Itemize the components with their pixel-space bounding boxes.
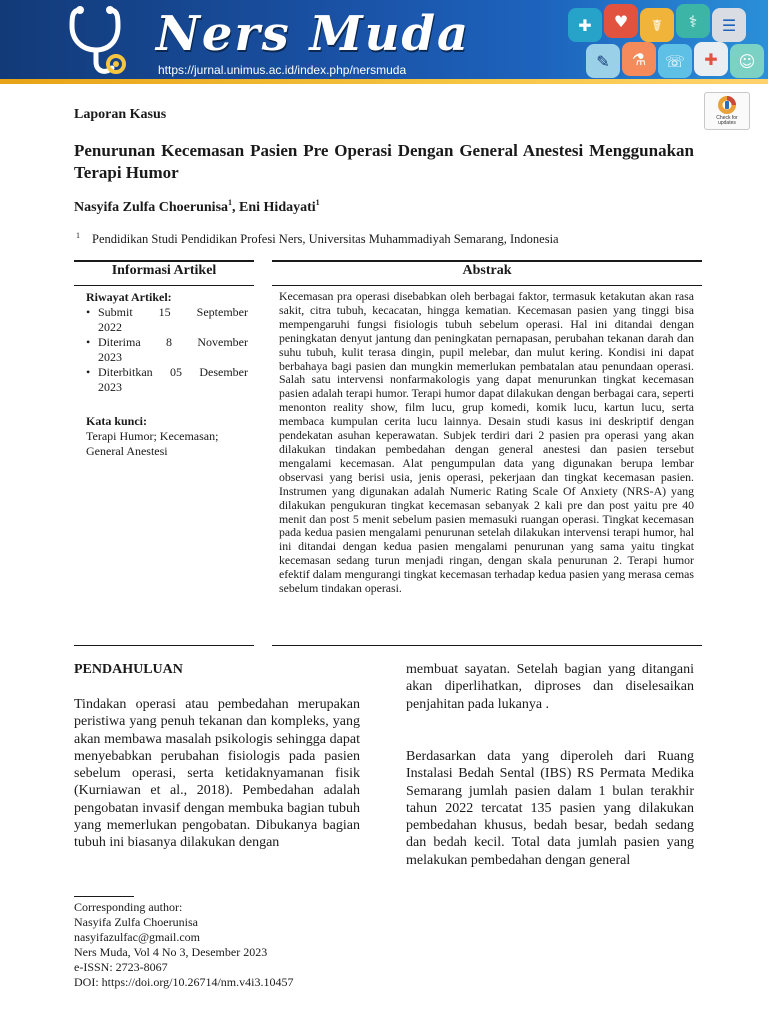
author-affiliation-sup: 1 [228, 198, 233, 207]
article-info [86, 290, 248, 459]
info-top-rule [74, 260, 254, 262]
footnote-line: Ners Muda, Vol 4 No 3, Desember 2023 [74, 945, 268, 959]
list-item [86, 305, 248, 335]
author-name: Eni Hidayati [239, 200, 316, 215]
journal-url[interactable]: https://jurnal.unimus.ac.id/index.php/nersmuda [158, 63, 407, 77]
keywords-label: Kata kunci: [86, 414, 148, 428]
history-list [86, 305, 248, 395]
footnote-doi[interactable]: DOI: https://doi.org/10.26714/nm.v4i3.10457 [74, 975, 294, 989]
crossmark-icon [717, 95, 737, 115]
medical-icon-2: ♥ [604, 4, 638, 38]
footnote-email[interactable]: nasyifazulfac@gmail.com [74, 930, 200, 944]
abstract-bottom-rule [272, 645, 702, 646]
author-separator: , [232, 200, 240, 215]
list-item [86, 335, 248, 365]
abstract-text: Kecemasan pra operasi disebabkan oleh berbagai faktor, termasuk ketakutan akan rasa sakit, citra tubuh, kecacatan, hingga kematian. Kecemasan pasien yang tinggi bisa mempengaruhi fungsi fisiologis tubuh sebelum operasi. Hal ini ditandai dengan peningkatan denyut jantung dan peningkatan pernapasan, perubahan tekanan darah dan suhu tubuh, kulit terasa dingin, pupil melebar, dan mulut kering. Kondisi ini dapat berbahaya bagi pasien dan mungkin memerlukan pembatalan atau penundaan operasi. Salah satu intervensi nonfarmakologis yang dapat menurunkan tingkat kecemasan pasien adalah terapi humor. Terapi humor dapat dilakukan dengan berbagai cara, seperti menonton reality show, film lucu, grup komedi, komik lucu, kartun lucu, serta membaca kumpulan cerita lucu lainnya. Desain studi kasus ini deskriptif dengan pendekatan asuhan keperawatan. Subjek terdiri dari 2 pasien pra operasi yang akan dilakukan tindakan pembedahan dengan general anestesi dan pasien tersebut mengalami kecemasan. Alat pengumpulan data yang digunakan berupa lembar observasi yang berisi usia, jenis operasi, pekerjaan dan tingkat kecemasan pasien. Instrumen yang digunakan adalah Numeric Rating Scale Of Anxiety (NRS-A) yang dilakukan pengukuran tingkat kecemasan sebanyak 2 kali pre dan post yaitu pre 40 menit dan post 5 menit sebelum pasien memasuki ruangan operasi. Tingkat kecemasan pada kedua pasien mengalami penurunan setelah dilakukan intervensi terapi humor, hal ini ditandai dengan kedua pasien mengalami penurunan yang sama yaitu tingkat kecemasan sedang turun menjadi ringan, dengan skala penurunan 2. Terapi humor efektif dalam mengurangi tingkat kecemasan terhadap kedua pasien yang merasa cemas sebelum tindakan operasi. [279, 289, 694, 596]
history-year: 2022 [98, 320, 122, 334]
stethoscope-icon [66, 4, 132, 80]
journal-name: Ners Muda [156, 6, 471, 62]
crossmark-badge[interactable] [704, 92, 750, 130]
info-bottom-rule [74, 645, 254, 646]
section-heading: PENDAHULUAN [74, 662, 183, 677]
body-paragraph: membuat sayatan. Setelah bagian yang ditangani akan diperlihatkan, diproses dan diselesaikan penjahitan pada lukanya . [406, 662, 694, 712]
info-heading: Informasi Artikel [111, 263, 217, 278]
author-affiliation-sup: 1 [315, 198, 320, 207]
history-date: • Diterima 8 November [98, 335, 248, 349]
crossmark-caption: Check for updates [716, 115, 738, 126]
footnote-rule [74, 896, 134, 897]
affiliation-mark: 1 [76, 231, 80, 240]
medical-icon-5: ☰ [712, 8, 746, 42]
medical-icon-4: ⚕ [676, 4, 710, 38]
footnote-line: Nasyifa Zulfa Choerunisa [74, 915, 198, 929]
affiliation: Pendidikan Studi Pendidikan Profesi Ners, Universitas Muhammadiyah Semarang, Indonesia [92, 232, 559, 246]
journal-banner [0, 0, 768, 84]
medical-icon-3: ☤ [640, 8, 674, 42]
abstract-heading: Abstrak [462, 263, 512, 278]
medical-icon-10: ☺ [730, 44, 764, 78]
abstract-top-rule [272, 260, 702, 262]
footnote-line: Corresponding author: [74, 900, 183, 914]
medical-icon-6: ✎ [586, 44, 620, 78]
body-paragraph: Tindakan operasi atau pembedahan merupakan peristiwa yang penuh tekanan dan kompleks, yang akan membawa masalah psikologis sehingga dapat menyebabkan perubahan fisiologis pada pasien sebelum operasi, serta ketidaknyamanan fisik (Kurniawan et al., 2018). Pembedahan adalah pengobatan invasif dengan membuka bagian tubuh yang memerlukan pengobatan. Dibukanya bagian tubuh ini biasanya dilakukan dengan [74, 697, 360, 851]
history-year: 2023 [98, 380, 122, 394]
article-section-type: Laporan Kasus [74, 107, 167, 122]
history-date: • Diterbitkan 05 Desember [98, 365, 248, 379]
author-name: Nasyifa Zulfa Choerunisa [74, 200, 229, 215]
history-label: Riwayat Artikel: [86, 290, 172, 304]
info-sub-rule [74, 285, 254, 286]
author-list [74, 198, 320, 216]
abstract-sub-rule [272, 285, 702, 286]
medical-icon-8: ☏ [658, 44, 692, 78]
body-paragraph: Berdasarkan data yang diperoleh dari Ruang Instalasi Bedah Sental (IBS) RS Permata Medika Semarang jumlah pasien dalam 1 bulan terakhir tahun 2022 tercatat 135 pasien yang dilakukan pembedahan khusus, bedah besar, bedah sedang dan bedah kecil. Total data jumlah pasien yang melakukan pembedahan dengan general [406, 749, 694, 868]
footnote [74, 900, 293, 990]
article-title: Penurunan Kecemasan Pasien Pre Operasi Dengan General Anestesi Menggunakan Terapi Humor [74, 141, 694, 182]
history-year: 2023 [98, 350, 122, 364]
footnote-line: e-ISSN: 2723-8067 [74, 960, 168, 974]
banner-stripe [0, 79, 768, 84]
keywords: Terapi Humor; Kecemasan; General Anestesi [86, 429, 219, 458]
history-date: • Submit 15 September [98, 305, 248, 319]
medical-icon-collage [560, 2, 768, 82]
medical-icon-1: ✚ [568, 8, 602, 42]
medical-icon-9: ✚ [694, 42, 728, 76]
medical-icon-7: ⚗ [622, 42, 656, 76]
list-item [86, 365, 248, 395]
